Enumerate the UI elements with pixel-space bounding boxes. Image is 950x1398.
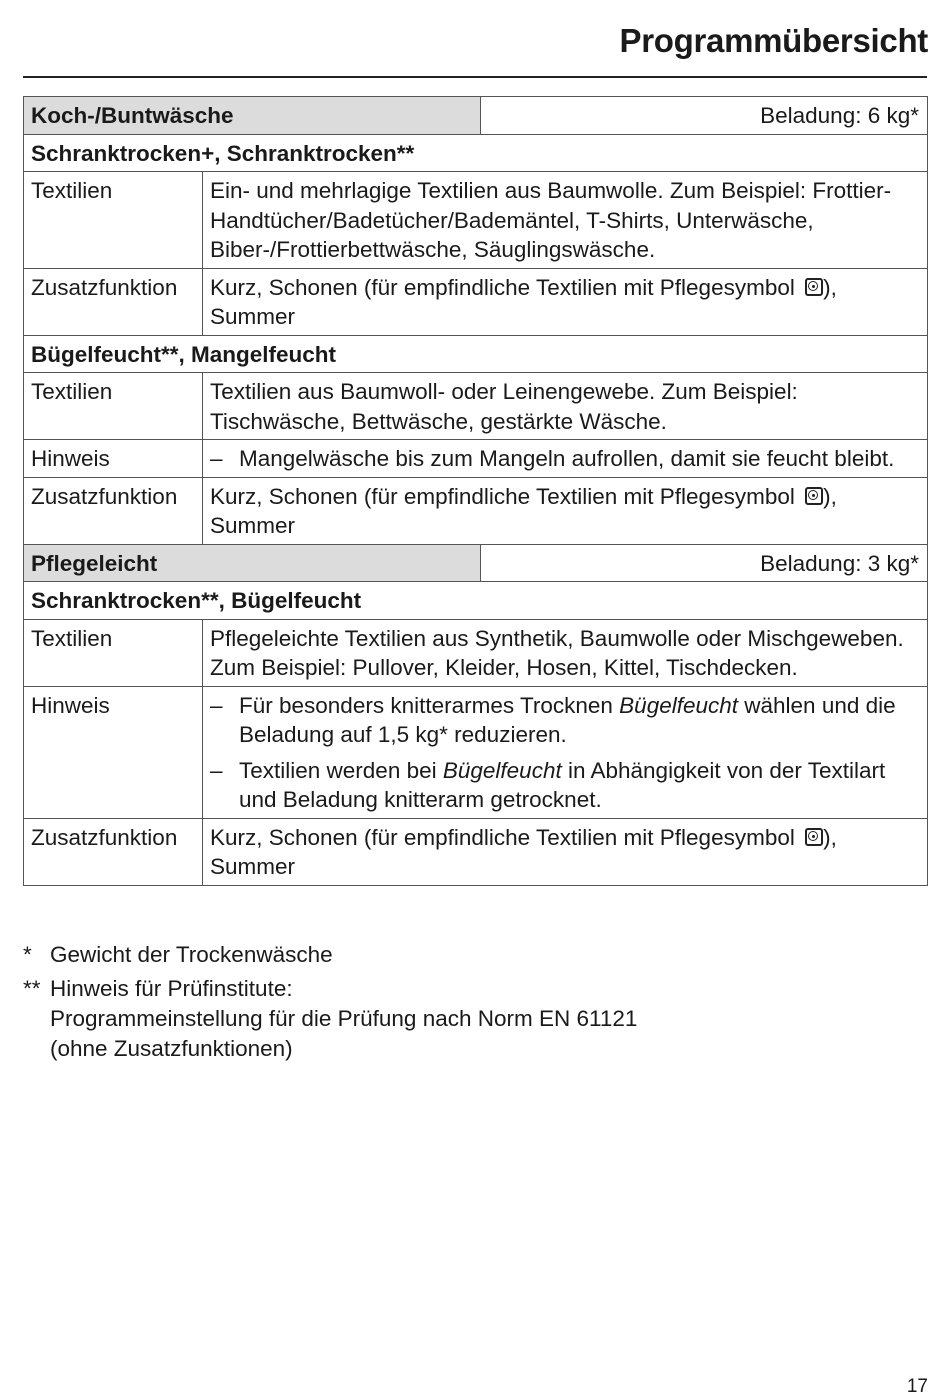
group-header [24, 134, 928, 172]
row-label: Zusatzfunktion [24, 268, 203, 335]
footnotes [23, 940, 928, 1068]
row-value [203, 440, 928, 478]
hinweis-item [210, 444, 919, 474]
bullet-dash: – [210, 757, 223, 783]
footnote [23, 974, 928, 1064]
row-hinweis [24, 440, 928, 478]
row-hinweis [24, 686, 928, 818]
hinweis-text: Für besonders knitterarmes Trocknen Bügelfeucht wählen und die Beladung auf 1,5 kg* reduzieren. [239, 692, 896, 747]
row-zusatzfunktion [24, 477, 928, 544]
section-header-koch-buntwaesche [24, 97, 928, 135]
footnote-line: Programmeinstellung für die Prüfung nach Norm EN 61121 [50, 1006, 638, 1031]
footnote-mark: ** [23, 976, 41, 1001]
section-name: Koch-/Buntwäsche [24, 97, 481, 135]
hinweis-text: Textilien werden bei Bügelfeucht in Abhängigkeit von der Textilart und Beladung knitterarm getrocknet. [239, 757, 886, 812]
hinweis-item [210, 691, 919, 750]
group-title: Schranktrocken+, Schranktrocken** [24, 134, 928, 172]
row-label: Zusatzfunktion [24, 818, 203, 885]
row-textilien [24, 619, 928, 686]
group-header [24, 582, 928, 620]
row-value [203, 477, 928, 544]
zusatz-text: Kurz, Schonen (für empfindliche Textilien mit Pflegesymbol [210, 483, 802, 509]
section-load: Beladung: 3 kg* [481, 544, 928, 582]
zusatz-text-end: ), Summer [210, 824, 837, 879]
footnote-mark: * [23, 942, 32, 967]
hinweis-text: Mangelwäsche bis zum Mangeln aufrollen, damit sie feucht bleibt. [239, 446, 895, 471]
gentle-care-symbol-icon [805, 278, 823, 296]
footnote [23, 940, 928, 970]
gentle-care-symbol-icon [805, 487, 823, 505]
hinweis-item [210, 756, 919, 815]
footnote-line: Gewicht der Trockenwäsche [50, 942, 333, 967]
zusatz-text-end: ), Summer [210, 483, 837, 538]
bullet-dash: – [210, 446, 223, 471]
footnote-line: (ohne Zusatzfunktionen) [50, 1036, 293, 1061]
row-value [203, 686, 928, 818]
program-table [23, 96, 928, 886]
row-label: Textilien [24, 373, 203, 440]
page-number: 17 [906, 1376, 928, 1397]
row-label: Hinweis [24, 686, 203, 818]
section-load: Beladung: 6 kg* [481, 97, 928, 135]
footnote-line: Hinweis für Prüfinstitute: [50, 976, 293, 1001]
row-label: Hinweis [24, 440, 203, 478]
row-value [203, 818, 928, 885]
row-zusatzfunktion [24, 268, 928, 335]
title-divider [23, 76, 927, 78]
row-zusatzfunktion [24, 818, 928, 885]
gentle-care-symbol-icon [805, 828, 823, 846]
group-header [24, 335, 928, 373]
row-value: Ein- und mehrlagige Textilien aus Baumwolle. Zum Beispiel: Frottier-Handtücher/Badetücher/Bademäntel, T-Shirts, Unterwäsche, Biber-/Frottierbettwäsche, Säuglingswäsche. [203, 172, 928, 269]
page-title: Programmübersicht [619, 22, 928, 59]
section-header-pflegeleicht [24, 544, 928, 582]
row-label: Textilien [24, 172, 203, 269]
row-value [203, 268, 928, 335]
row-label: Zusatzfunktion [24, 477, 203, 544]
bullet-dash: – [210, 692, 223, 718]
zusatz-text-end: ), Summer [210, 274, 837, 329]
zusatz-text: Kurz, Schonen (für empfindliche Textilien mit Pflegesymbol [210, 824, 802, 850]
row-value: Pflegeleichte Textilien aus Synthetik, Baumwolle oder Mischgeweben. Zum Beispiel: Pullover, Kleider, Hosen, Kittel, Tischdecken. [203, 619, 928, 686]
row-textilien [24, 172, 928, 269]
group-title: Schranktrocken**, Bügelfeucht [24, 582, 928, 620]
zusatz-text: Kurz, Schonen (für empfindliche Textilien mit Pflegesymbol [210, 274, 802, 300]
row-textilien [24, 373, 928, 440]
row-label: Textilien [24, 619, 203, 686]
section-name: Pflegeleicht [24, 544, 481, 582]
row-value: Textilien aus Baumwoll- oder Leinengewebe. Zum Beispiel: Tischwäsche, Bettwäsche, gestärkte Wäsche. [203, 373, 928, 440]
group-title: Bügelfeucht**, Mangelfeucht [24, 335, 928, 373]
